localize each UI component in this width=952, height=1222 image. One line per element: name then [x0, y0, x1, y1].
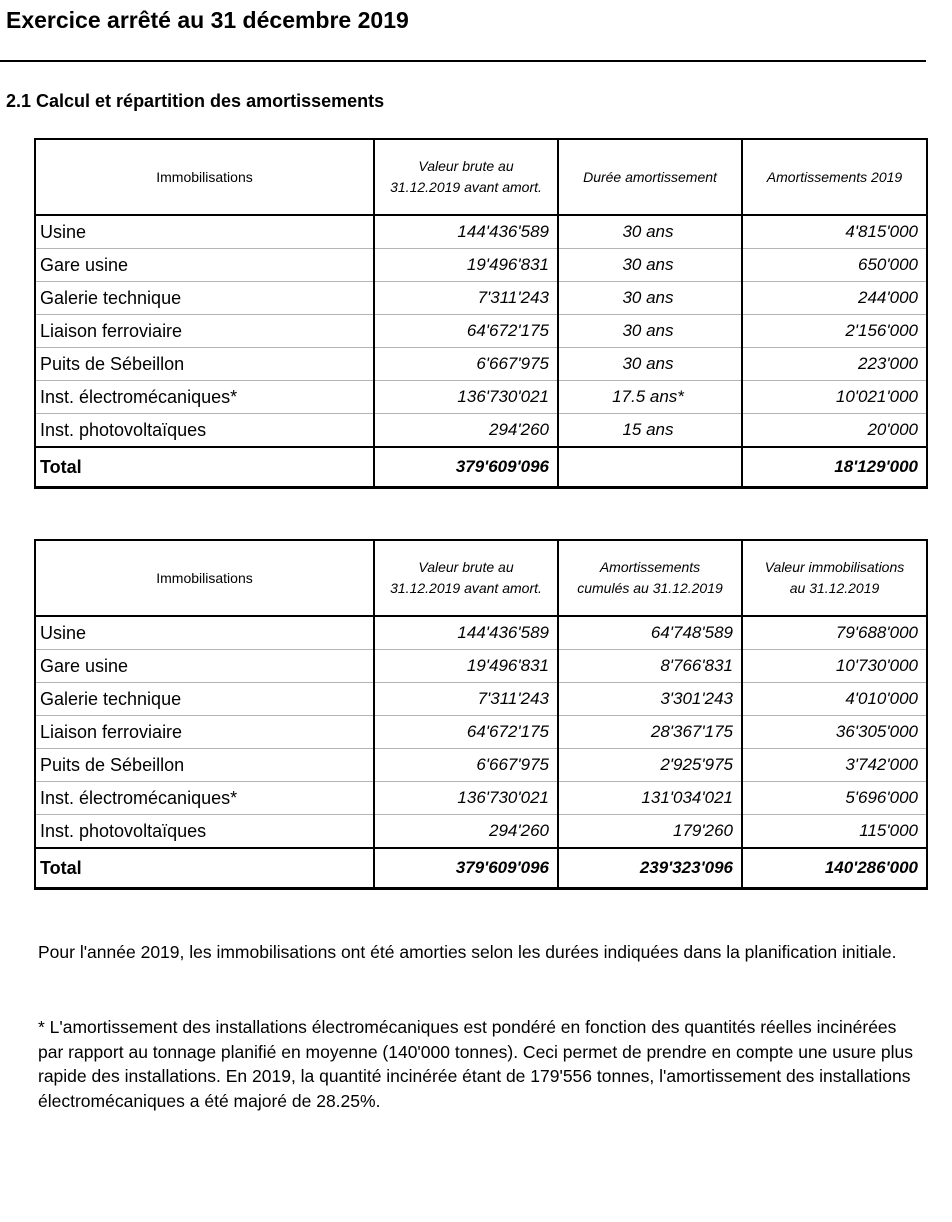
row-label: Inst. photovoltaïques — [35, 815, 374, 849]
row-label: Liaison ferroviaire — [35, 315, 374, 348]
header-amortissements-2019: Amortissements 2019 — [742, 139, 927, 215]
duree-cell: 17.5 ans* — [558, 381, 742, 414]
cumul-cell: 179'260 — [558, 815, 742, 849]
amortissement-cell: 4'815'000 — [742, 215, 927, 249]
amortissement-cell: 244'000 — [742, 282, 927, 315]
table-header-row — [35, 139, 927, 215]
valeur-brute-cell: 19'496'831 — [374, 650, 558, 683]
valeur-brute-cell: 7'311'243 — [374, 282, 558, 315]
total-duree-empty — [558, 447, 742, 488]
duree-cell: 15 ans — [558, 414, 742, 448]
header-immobilisations: Immobilisations — [35, 139, 374, 215]
header-valeur-immobilisations-line2: au 31.12.2019 — [789, 580, 880, 596]
header-valeur-brute-line2: 31.12.2019 avant amort. — [390, 580, 542, 596]
header-valeur-immobilisations — [742, 540, 927, 616]
row-label: Inst. électromécaniques* — [35, 381, 374, 414]
total-amortissement: 18'129'000 — [742, 447, 927, 488]
cumul-cell: 8'766'831 — [558, 650, 742, 683]
valeur-brute-cell: 6'667'975 — [374, 749, 558, 782]
table-row — [35, 616, 927, 650]
duree-cell: 30 ans — [558, 282, 742, 315]
valeur-immo-cell: 79'688'000 — [742, 616, 927, 650]
row-label: Usine — [35, 616, 374, 650]
duree-cell: 30 ans — [558, 348, 742, 381]
row-label: Puits de Sébeillon — [35, 348, 374, 381]
valeur-immo-cell: 115'000 — [742, 815, 927, 849]
valeur-brute-cell: 136'730'021 — [374, 381, 558, 414]
row-label: Inst. photovoltaïques — [35, 414, 374, 448]
table-row — [35, 815, 927, 849]
header-amortissements-cumules-line1: Amortissements — [599, 559, 701, 575]
total-row — [35, 848, 927, 889]
table-row — [35, 381, 927, 414]
duree-cell: 30 ans — [558, 315, 742, 348]
header-immobilisations: Immobilisations — [35, 540, 374, 616]
table-row — [35, 282, 927, 315]
header-duree: Durée amortissement — [558, 139, 742, 215]
header-valeur-brute — [374, 540, 558, 616]
valeur-immo-cell: 3'742'000 — [742, 749, 927, 782]
valeur-brute-cell: 136'730'021 — [374, 782, 558, 815]
cumul-cell: 64'748'589 — [558, 616, 742, 650]
table-row — [35, 348, 927, 381]
valeur-immo-cell: 4'010'000 — [742, 683, 927, 716]
valeur-brute-cell: 144'436'589 — [374, 616, 558, 650]
valeur-brute-cell: 294'260 — [374, 414, 558, 448]
amortissement-cell: 2'156'000 — [742, 315, 927, 348]
valeur-brute-cell: 19'496'831 — [374, 249, 558, 282]
total-cumul: 239'323'096 — [558, 848, 742, 889]
table-header-row — [35, 540, 927, 616]
amortissement-cell: 10'021'000 — [742, 381, 927, 414]
total-row — [35, 447, 927, 488]
valeur-brute-cell: 294'260 — [374, 815, 558, 849]
depreciation-table — [34, 138, 928, 489]
row-label: Usine — [35, 215, 374, 249]
table-row — [35, 249, 927, 282]
row-label: Gare usine — [35, 650, 374, 683]
table-row — [35, 315, 927, 348]
duree-cell: 30 ans — [558, 249, 742, 282]
table-row — [35, 650, 927, 683]
table-row — [35, 414, 927, 448]
title-divider — [0, 60, 926, 62]
valeur-immo-cell: 5'696'000 — [742, 782, 927, 815]
cumul-cell: 3'301'243 — [558, 683, 742, 716]
table-row — [35, 215, 927, 249]
total-valeur-immo: 140'286'000 — [742, 848, 927, 889]
header-valeur-immobilisations-line1: Valeur immobilisations — [764, 559, 905, 575]
cumul-cell: 28'367'175 — [558, 716, 742, 749]
amortissement-cell: 223'000 — [742, 348, 927, 381]
total-label: Total — [35, 447, 374, 488]
header-valeur-brute — [374, 139, 558, 215]
header-amortissements-cumules — [558, 540, 742, 616]
footnote-paragraph: * L'amortissement des installations électromécaniques est pondéré en fonction des quantités réelles incinérées par rapport au tonnage planifié en moyenne (140'000 tonnes). Ceci permet de prendre en compte une usure plus rapide des installations. En 2019, la quantité incinérée étant de 179'556 tonnes, l'amortissement des installations électromécaniques a été majoré de 28.25%. — [38, 1017, 914, 1111]
header-amortissements-cumules-line2: cumulés au 31.12.2019 — [577, 580, 723, 596]
section-title: 2.1 Calcul et répartition des amortissements — [6, 91, 385, 111]
valeur-immo-cell: 10'730'000 — [742, 650, 927, 683]
explanation-paragraph: Pour l'année 2019, les immobilisations ont été amorties selon les durées indiquées dans la planification initiale. — [38, 942, 897, 962]
row-label: Galerie technique — [35, 282, 374, 315]
asset-value-table — [34, 539, 928, 890]
valeur-brute-cell: 6'667'975 — [374, 348, 558, 381]
cumul-cell: 2'925'975 — [558, 749, 742, 782]
valeur-brute-cell: 144'436'589 — [374, 215, 558, 249]
amortissement-cell: 20'000 — [742, 414, 927, 448]
header-valeur-brute-line2: 31.12.2019 avant amort. — [390, 179, 542, 195]
total-label: Total — [35, 848, 374, 889]
total-valeur-brute: 379'609'096 — [374, 848, 558, 889]
row-label: Gare usine — [35, 249, 374, 282]
cumul-cell: 131'034'021 — [558, 782, 742, 815]
page-title: Exercice arrêté au 31 décembre 2019 — [6, 7, 409, 33]
header-valeur-brute-line1: Valeur brute au — [418, 158, 514, 174]
row-label: Liaison ferroviaire — [35, 716, 374, 749]
row-label: Galerie technique — [35, 683, 374, 716]
total-valeur-brute: 379'609'096 — [374, 447, 558, 488]
row-label: Puits de Sébeillon — [35, 749, 374, 782]
valeur-brute-cell: 64'672'175 — [374, 315, 558, 348]
row-label: Inst. électromécaniques* — [35, 782, 374, 815]
valeur-immo-cell: 36'305'000 — [742, 716, 927, 749]
duree-cell: 30 ans — [558, 215, 742, 249]
amortissement-cell: 650'000 — [742, 249, 927, 282]
valeur-brute-cell: 64'672'175 — [374, 716, 558, 749]
table-row — [35, 749, 927, 782]
header-valeur-brute-line1: Valeur brute au — [418, 559, 514, 575]
table-row — [35, 683, 927, 716]
table-row — [35, 782, 927, 815]
table-row — [35, 716, 927, 749]
valeur-brute-cell: 7'311'243 — [374, 683, 558, 716]
